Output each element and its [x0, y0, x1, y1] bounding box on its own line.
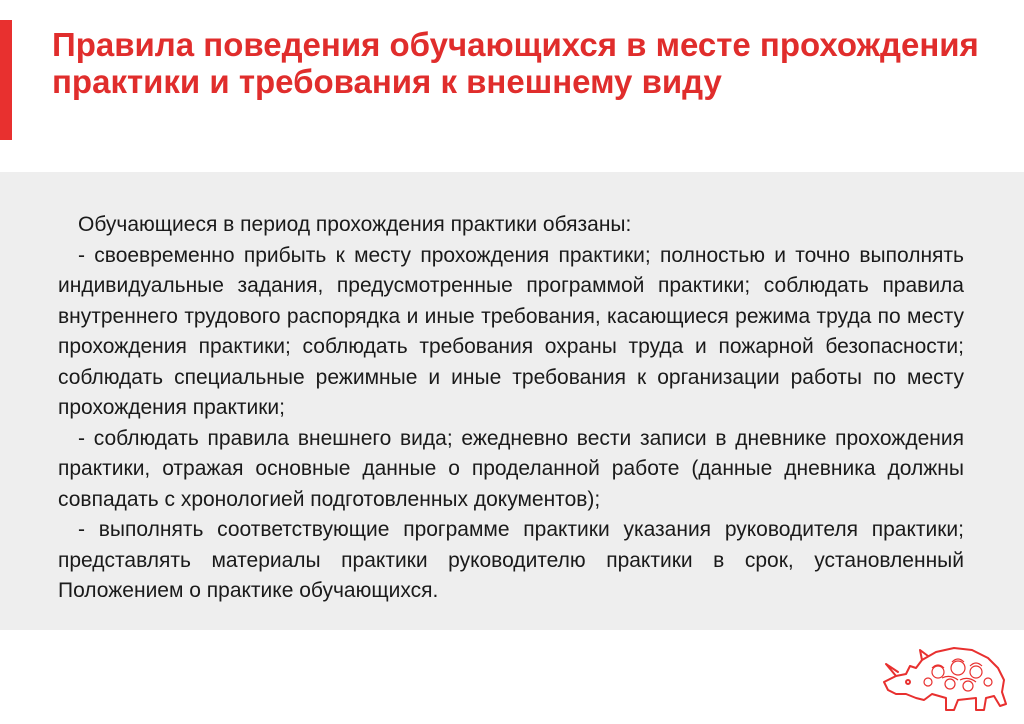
rhino-icon	[876, 638, 1014, 718]
paragraph-intro: Обучающиеся в период прохождения практики обязаны:	[78, 213, 632, 236]
paragraph-duties-1: - своевременно прибыть к месту прохождения практики; полностью и точно выполнять индивидуальные задания, предусмотренные программой практики; соблюдать правила внутреннего трудового распорядка и иные требования, касающиеся режима труда по месту прохождения практики; соблюдать требования охраны труда и пожарной безопасности; соблюдать специальные режимные и иные требования к организации работы по месту прохождения практики;	[58, 243, 964, 419]
title-accent-bar	[0, 20, 12, 140]
paragraph-duties-2: - соблюдать правила внешнего вида; ежедневно вести записи в дневнике прохождения практики, отражая основные данные о проделанной работе (данные дневника должны совпадать с хронологией подготовленных документов);	[58, 426, 964, 511]
page-title: Правила поведения обучающихся в месте прохождения практики и требования к внешнему виду	[52, 26, 979, 100]
body-text	[58, 210, 964, 607]
paragraph-duties-3: - выполнять соответствующие программе практики указания руководителя практики; представлять материалы практики руководителю практики в срок, установленный Положением о практике обучающихся.	[58, 518, 964, 602]
